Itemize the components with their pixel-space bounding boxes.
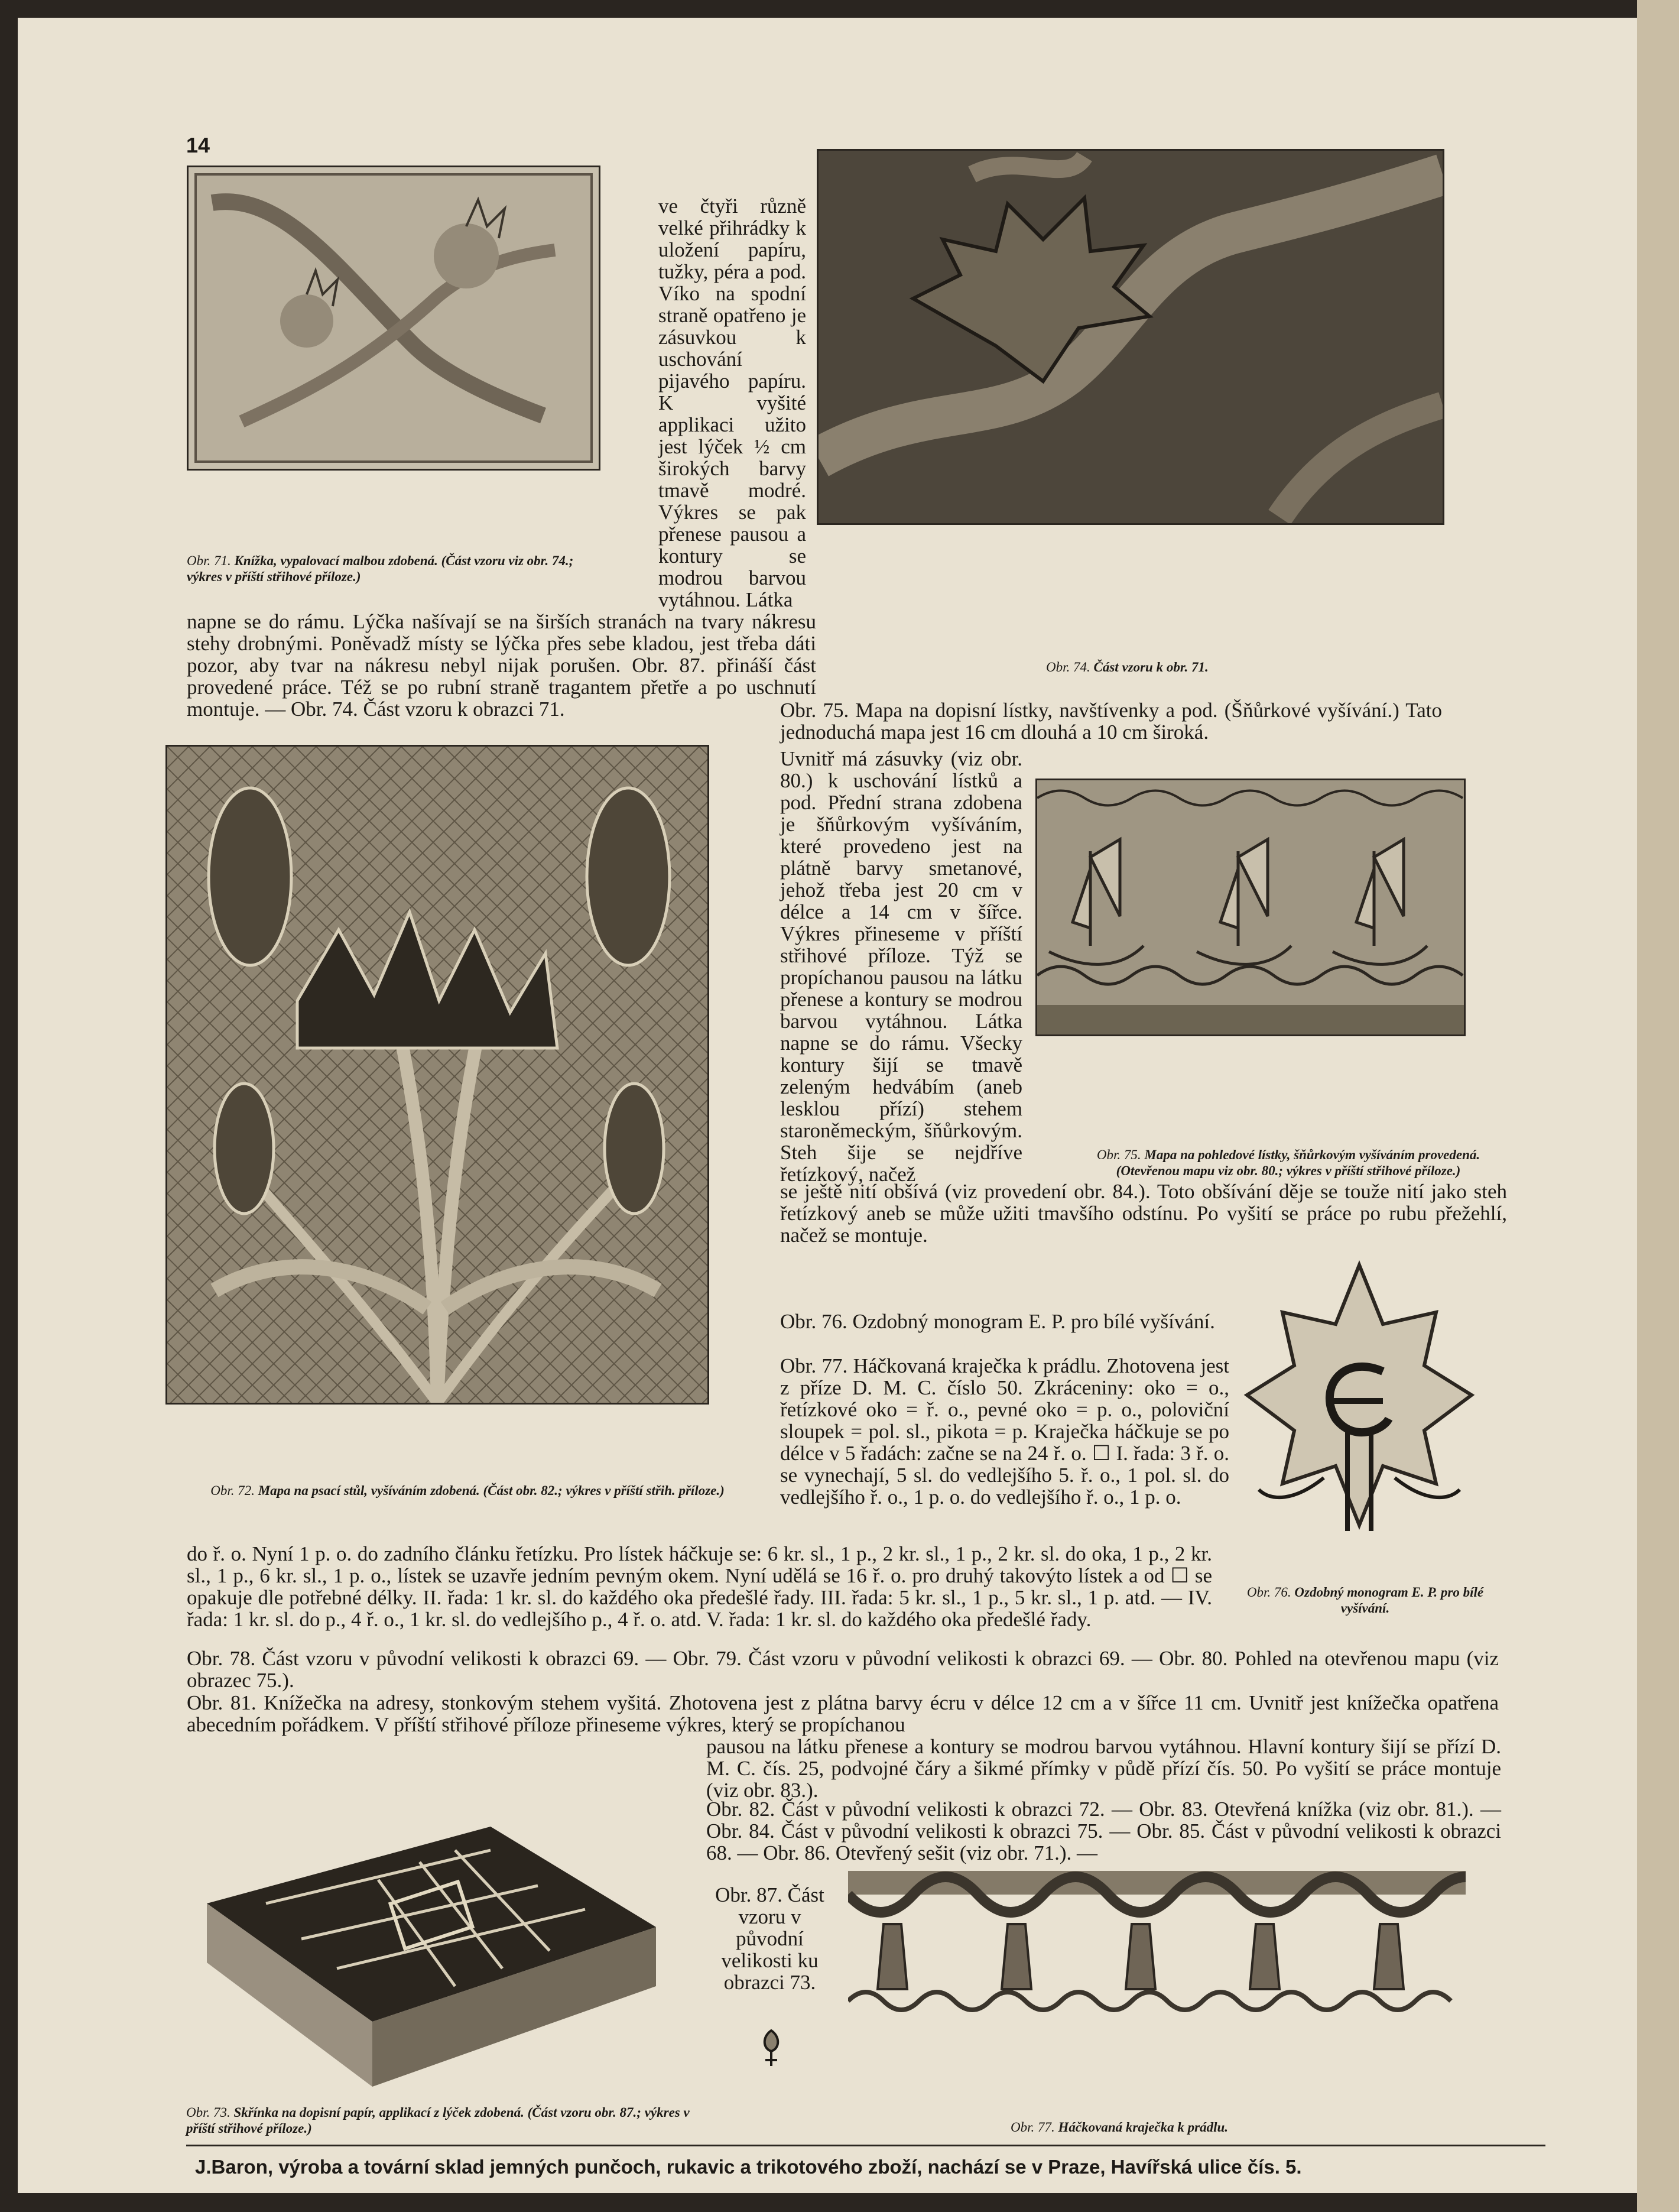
figure-77-caption — [1011, 2119, 1424, 2135]
footer-divider — [186, 2145, 1545, 2146]
text-figure-75-wide: se ještě nití obšívá (viz provedení obr. 84.). Toto obšívání děje se touže nití jako steh řetízkový aneb se může užiti tmavšího odstínu. Po vyšití se práce po rubu přežehlí, načež se montuje. — [780, 1180, 1507, 1247]
figure-74-caption — [1046, 659, 1401, 675]
text-figure-76: Obr. 76. Ozdobný monogram E. P. pro bílé vyšívání. — [780, 1310, 1215, 1333]
text-top-right-column: ve čtyři různě velké přihrádky k uložení papíru, tužky, péra a pod. Víko na spodní straně opatřeno je zásuvkou k uschování pijavého papíru. K vyšité applikaci užito jest lýček ½ cm širokých barvy tmavě modré. Výkres se pak přenese pausou a kontury se modrou barvou vytáhnou. Látka — [658, 194, 806, 611]
figure-77-caption-text: Háčkovaná kraječka k prádlu. — [1058, 2120, 1229, 2135]
figure-75-caption — [1082, 1147, 1495, 1179]
text-top-wide: napne se do rámu. Lýčka našívají se na širších stranách na tvary nákresu stehy drobnými. Poněvadž místy se lýčka přes sebe kladou, jest třeba dáti pozor, aby tvar na nákresu nebyl nijak porušen. Obr. 87. přináší část provedené práce. Též se po rubní straně tragantem přetře a po uschnutí montuje. — Obr. 74. Část vzoru k obrazci 71. — [187, 610, 816, 721]
figure-76-image — [1235, 1253, 1483, 1549]
figure-71-caption-text: Knížka, vypalovací malbou zdobená. (Část vzoru viz obr. 74.; výkres v příští střihové příloze.) — [187, 553, 574, 584]
footer-advertisement: J.Baron, výroba a tovární sklad jemných punčoch, rukavic a trikotového zboží, nachází se v Praze, Havířská ulice čís. 5. — [195, 2156, 1302, 2178]
text-figure-81: Obr. 81. Knížečka na adresy, stonkovým stehem vyšitá. Zhotovena jest z plátna barvy écru v délce 12 cm a v šířce 11 cm. Uvnitř jest knížečka opatřena abecedním pořádkem. V příští střihové příloze přineseme výkres, který se propíchanou — [187, 1691, 1499, 1736]
figure-77-label: Obr. 77. — [1011, 2120, 1055, 2135]
page-number: 14 — [186, 133, 210, 157]
figure-76-caption — [1232, 1584, 1498, 1616]
figure-71-image — [187, 166, 600, 471]
figure-73-caption-text: Skřínka na dopisní papír, applikací z lýček zdobená. (Část vzoru obr. 87.; výkres v příští střihové příloze.) — [186, 2105, 690, 2136]
text-figures-78-80: Obr. 78. Část vzoru v původní velikosti k obrazci 69. — Obr. 79. Část vzoru v původní velikosti k obrazci 69. — Obr. 80. Pohled na otevřenou mapu (viz obrazec 75.). — [187, 1647, 1499, 1692]
figure-72-caption-text: Mapa na psací stůl, vyšíváním zdobená. (Část obr. 82.; výkres v příští střih. příloze.) — [258, 1483, 725, 1498]
figure-77-image — [848, 1871, 1466, 2025]
text-figure-75-column: Uvnitř má zásuvky (viz obr. 80.) k uschování lístků a pod. Přední strana zdobena je šňůrkovým vyšíváním, které provedeno jest na plátně barvy smetanové, jehož třeba jest 20 cm v délce a 14 cm v šířce. Výkres přineseme v příští střihové příloze. Týž se propíchanou pausou na látku přenese a kontury se modrou barvou vytáhnou. Látka napne se do rámu. Všecky kontury šijí se tmavě zeleným hedvábím (aneb lesklou přízí) stehem staroněmeckým, šňůrkovým. Steh šije se nejdříve řetízkový, načež — [780, 747, 1022, 1186]
figure-72-caption — [187, 1483, 748, 1499]
book-edge — [1637, 0, 1679, 2212]
text-figure-77: Obr. 77. Háčkovaná kraječka k prádlu. Zhotovena jest z příze D. M. C. číslo 50. Zkráceniny: oko = o., řetízkové oko = ř. o., pevné oko = p. o., poloviční sloupek = pol. sl., pikota = p. Kraječka háčkuje se po délce v 5 řadách: začne se na 24 ř. o. ☐ I. řada: 3 ř. o. se vynechají, 5 sl. do vedlejšího 5. ř. o., 1 pol. sl. do vedlejšího ř. o., 1 p. o. do vedlejšího ř. o., 1 p. o. — [780, 1354, 1229, 1509]
ornament-icon — [759, 2028, 783, 2069]
text-figure-75-intro: Obr. 75. Mapa na dopisní lístky, navštívenky a pod. (Šňůrkové vyšívání.) Tato jednoduchá mapa jest 16 cm dlouhá a 10 cm široká. — [780, 699, 1442, 744]
text-figure-87: Obr. 87. Část vzoru v původní velikosti ku obrazci 73. — [715, 1883, 824, 1994]
figure-74-image — [817, 149, 1444, 525]
document-page — [18, 18, 1637, 2193]
text-figure-81-continued: pausou na látku přenese a kontury se modrou barvou vytáhnou. Hlavní kontury šijí se přízí D. M. C. čís. 25, podvojné čáry a šikmé přímky v půdě přízí čís. 50. Po vyšití se práce montuje (viz obr. 83.). — [706, 1735, 1501, 1802]
figure-72-label: Obr. 72. — [210, 1483, 255, 1498]
figure-73-image — [183, 1791, 668, 2099]
figure-73-caption — [186, 2104, 694, 2136]
text-figures-82-86: Obr. 82. Část v původní velikosti k obrazci 72. — Obr. 83. Otevřená knížka (viz obr. 81.). — Obr. 84. Část v původní velikosti k obrazci 75. — Obr. 85. Část v původní velikosti k obrazci 68. — Obr. 86. Otevřený sešit (viz obr. 71.). — — [706, 1798, 1501, 1864]
text-figure-77-wide: do ř. o. Nyní 1 p. o. do zadního článku řetízku. Pro lístek háčkuje se: 6 kr. sl., 1 p., 2 kr. sl., 1 p., 2 kr. sl. do oka, 1 p., 2 kr. sl., 1 p., 6 kr. sl., 1 p. o., lístek se uzavře jedním pevným okem. Nyní udělá se 16 ř. o. pro druhý takovýto lístek a od ☐ se opakuje dle potřebné délky. II. řada: 1 kr. sl. do každého oka předešlé řady. III. řada: 5 kr. sl., 1 p., 5 kr. sl., 1 p. atd. — IV. řada: 1 kr. sl. do p., 4 ř. o., 1 kr. sl. do vedlejšího p., 4 ř. o. atd. V. řada: 1 kr. sl. do každého oka předešlé řady. — [187, 1542, 1212, 1631]
figure-71-caption — [187, 553, 612, 585]
figure-74-caption-text: Část vzoru k obr. 71. — [1093, 660, 1209, 674]
figure-71-label: Obr. 71. — [187, 553, 231, 568]
figure-75-image — [1035, 779, 1466, 1036]
figure-76-caption-text: Ozdobný monogram E. P. pro bílé vyšívání. — [1294, 1585, 1484, 1616]
figure-75-label: Obr. 75. — [1096, 1147, 1141, 1162]
figure-73-label: Obr. 73. — [186, 2105, 230, 2120]
figure-76-label: Obr. 76. — [1246, 1585, 1291, 1600]
figure-75-caption-text: Mapa na pohledové lístky, šňůrkovým vyšíváním provedená. (Otevřenou mapu viz obr. 80.; výkres v příští střihové příloze.) — [1116, 1147, 1480, 1178]
figure-74-label: Obr. 74. — [1046, 660, 1090, 674]
figure-72-image — [165, 745, 709, 1405]
